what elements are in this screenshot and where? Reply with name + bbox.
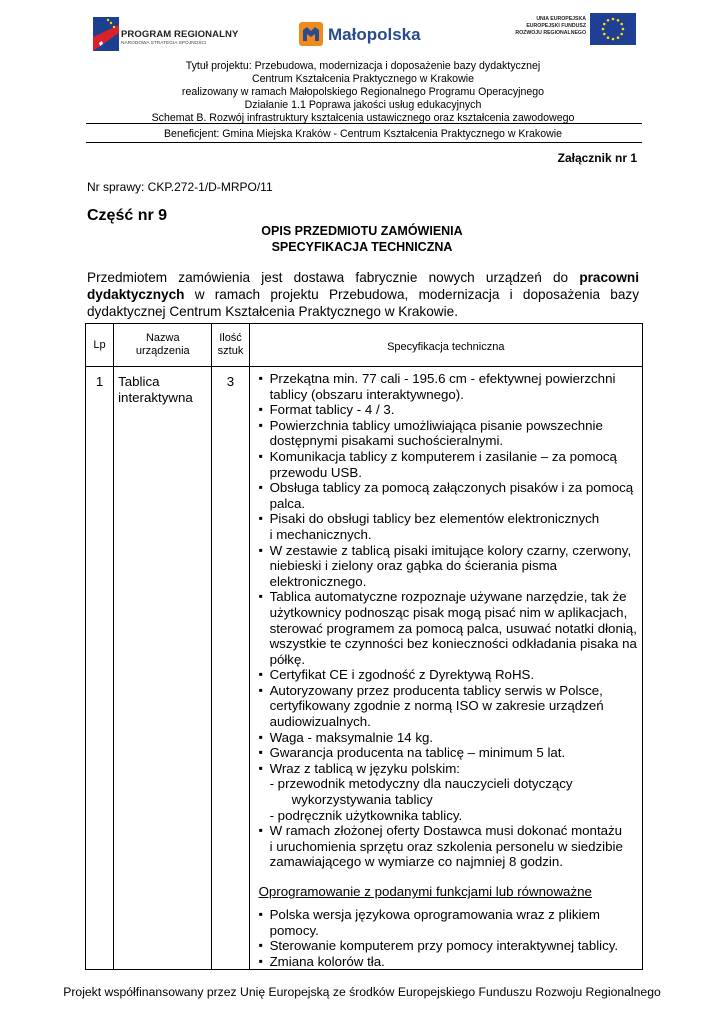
project-title-line: Tytuł projektu: Przebudowa, modernizacja i doposażenie bazy dydaktycznej (185, 60, 541, 72)
spec-item-line: pomocy. (269, 922, 319, 938)
spec-item-line: ▪ Tablica automatyczne rozpoznaje używane narzędzie, tak że (269, 589, 627, 605)
header-name-line: urządzenia (135, 345, 190, 357)
spec-item (259, 954, 642, 970)
spec-item-line: zamawiającego w wymiarze co najmniej 8 godzin. (269, 854, 563, 870)
spec-item-line: ▪ Certyfikat CE i zgodność z Dyrektywą RoHS. (269, 667, 535, 683)
malopolska-emblem-icon (299, 22, 323, 46)
row-quantity: 3 (212, 367, 249, 970)
spec-item-line: ▪ W zestawie z tablicą pisaki imitujące kolory czarny, czerwony, (269, 542, 632, 558)
beneficiary-line: Beneficjent: Gmina Miejska Kraków - Centrum Kształcenia Praktycznego w Krakowie (163, 128, 562, 140)
intro-text: w ramach projektu Przebudowa, modernizacja i doposażenia bazy (184, 287, 639, 302)
row-device-name (114, 367, 212, 970)
spec-item (259, 907, 642, 938)
eu-line-3: ROZWOJU REGIONALNEGO (515, 30, 586, 36)
intro-bold: dydaktycznych (87, 287, 185, 302)
project-title-line: Centrum Kształcenia Praktycznego w Krakowie (252, 73, 474, 85)
intro-line (87, 269, 639, 286)
part-heading: Część nr 9 (87, 207, 168, 224)
eu-flag-icon (590, 13, 636, 45)
spec-item-line: certyfikowany zgodnie z normą ISO w zakresie urządzeń (269, 698, 604, 714)
document-subtitle: SPECYFIKACJA TECHNICZNA (271, 240, 453, 254)
malopolska-logo (299, 20, 429, 50)
spec-item-line: ▪ Polska wersja językowa oprogramowania wraz z plikiem (269, 907, 600, 922)
spec-item (259, 589, 642, 667)
spec-item-line: ▪ Autoryzowany przez producenta tablicy serwis w Polsce, (269, 682, 603, 698)
header-divider (86, 123, 642, 124)
spec-item-line: wszystkie te czynności bez konieczności odkładania pisaka na (269, 636, 637, 652)
intro-bold: pracowni (579, 270, 639, 285)
documentation-item-line: - podręcznik użytkownika tablicy. (269, 807, 463, 823)
header-quantity-line: sztuk (217, 345, 244, 357)
spec-item-line: ▪ Zmiana kolorów tła. (269, 953, 385, 969)
header-quantity-line: Ilość (219, 332, 242, 344)
row-specification (249, 367, 642, 970)
documentation-item-line: - przewodnik metodyczny dla nauczycieli dotyczący (269, 776, 573, 792)
spec-item-line: i mechanicznych. (269, 526, 372, 542)
spec-list (250, 371, 642, 870)
spec-item-line: ▪ Format tablicy - 4 / 3. (269, 402, 395, 418)
spec-item (259, 730, 642, 746)
spec-item-line: dostępnymi pisakami suchościeralnymi. (269, 433, 504, 449)
spec-item (259, 761, 642, 777)
documentation-item-line: wykorzystywania tablicy (291, 792, 433, 808)
spec-item-line: palca. (269, 495, 306, 511)
spec-item (259, 418, 642, 449)
intro-line (87, 286, 639, 303)
program-regionalny-title: PROGRAM REGIONALNY (121, 29, 239, 40)
eu-logo (502, 13, 638, 47)
intro-line: dydaktycznej Centrum Kształcenia Praktycznego w Krakowie. (87, 304, 458, 319)
documentation-item (259, 776, 642, 807)
specification-table (85, 323, 643, 970)
spec-item-line: ▪ Przekątna min. 77 cali - 195.6 cm - efektywnej powierzchni (269, 371, 616, 386)
spec-item-line: przewodu USB. (269, 464, 362, 480)
spec-item (259, 823, 642, 870)
spec-item-line: ▪ Waga - maksymalnie 14 kg. (269, 729, 434, 745)
spec-item-line: ▪ Gwarancja producenta na tablicę – minimum 5 lat. (269, 745, 566, 761)
spec-item-line: i uruchomienia sprzętu oraz szkolenia personelu w siedzibie (269, 838, 623, 854)
spec-item (259, 745, 642, 761)
case-number: Nr sprawy: CKP.272-1/D-MRPO/11 (87, 180, 273, 194)
program-regionalny-subtitle: NARODOWA STRATEGIA SPÓJNOŚCI (121, 41, 207, 46)
table-row (86, 367, 643, 970)
program-regionalny-emblem-icon (93, 17, 119, 51)
document-title: OPIS PRZEDMIOTU ZAMÓWIENIA (261, 224, 463, 238)
logo-bar (0, 0, 724, 58)
spec-item-line: ▪ Powierzchnia tablicy umożliwiająca pisanie powszechnie (269, 417, 603, 433)
software-list (250, 907, 642, 969)
spec-item (259, 511, 642, 542)
project-title-line: realizowany w ramach Małopolskiego Regionalnego Programu Operacyjnego (181, 86, 545, 98)
spec-item-line: ▪ W ramach złożonej oferty Dostawca musi dokonać montażu (269, 823, 623, 839)
program-regionalny-logo (93, 17, 243, 53)
eu-text (502, 16, 586, 37)
intro-paragraph (87, 269, 639, 320)
spec-item-line: półkę. (269, 651, 306, 667)
project-title-line: Schemat B. Rozwój infrastruktury kształcenia ustawicznego oraz kształcenia zawodowego (151, 112, 575, 124)
spec-item-line: niebieski i zielony oraz gąbka do ścierania pisma (269, 558, 558, 574)
eu-line-2: EUROPEJSKI FUNDUSZ (526, 23, 586, 29)
spec-item (259, 371, 642, 402)
intro-text: Przedmiotem zamówienia jest dostawa fabrycznie nowych urządzeń do (87, 270, 580, 285)
malopolska-title: Małopolska (328, 25, 421, 44)
spec-item-line: ▪ Obsługa tablicy za pomocą załączonych pisaków i za pomocą (269, 480, 634, 496)
spec-item-line: elektronicznego. (269, 573, 367, 589)
spec-item (259, 667, 642, 683)
spec-item (259, 543, 642, 590)
header-lp: Lp (86, 324, 114, 367)
spec-item-line: tablicy (obszaru interaktywnego). (269, 386, 464, 402)
spec-item-line: ▪ Komunikacja tablicy z komputerem i zasilanie – za pomocą (269, 448, 617, 464)
spec-item-line: użytkownicy podnosząc pisak mogą pisać nim w aplikacjach, (269, 604, 628, 620)
spec-item-line: ▪ Sterowanie komputerem przy pomocy interaktywnej tablicy. (269, 938, 619, 954)
table-header-row (86, 324, 643, 367)
spec-item (259, 402, 642, 418)
annex-label: Załącznik nr 1 (557, 151, 637, 165)
documentation-item (259, 808, 642, 824)
header-name-line: Nazwa (145, 332, 180, 344)
spec-item-line: audiowizualnych. (269, 714, 371, 730)
spec-item (259, 480, 642, 511)
footer-note: Projekt współfinansowany przez Unię Europejską ze środków Europejskiego Funduszu Rozwoju Regionalnego (63, 985, 661, 999)
row-lp: 1 (86, 367, 114, 970)
spec-item (259, 449, 642, 480)
device-name-line: Tablica (118, 374, 160, 389)
spec-item-line: sterować programem za pomocą palca, usuwać notatki dłonią, (269, 620, 637, 636)
header-name (114, 324, 212, 367)
spec-item-line: ▪ Pisaki do obsługi tablicy bez elementów elektronicznych (269, 511, 600, 527)
software-heading: Oprogramowanie z podanymi funkcjami lub równoważne (258, 884, 592, 899)
spec-item (259, 938, 642, 954)
device-name-line: interaktywna (118, 390, 193, 405)
spec-item (259, 683, 642, 730)
eu-line-1: UNIA EUROPEJSKA (536, 16, 586, 22)
header-divider (86, 142, 642, 143)
spec-item-line: ▪ Wraz z tablicą w języku polskim: (269, 760, 460, 776)
header-spec: Specyfikacja techniczna (249, 324, 642, 367)
header-quantity (212, 324, 249, 367)
project-title-line: Działanie 1.1 Poprawa jakości usług edukacyjnych (244, 99, 482, 111)
